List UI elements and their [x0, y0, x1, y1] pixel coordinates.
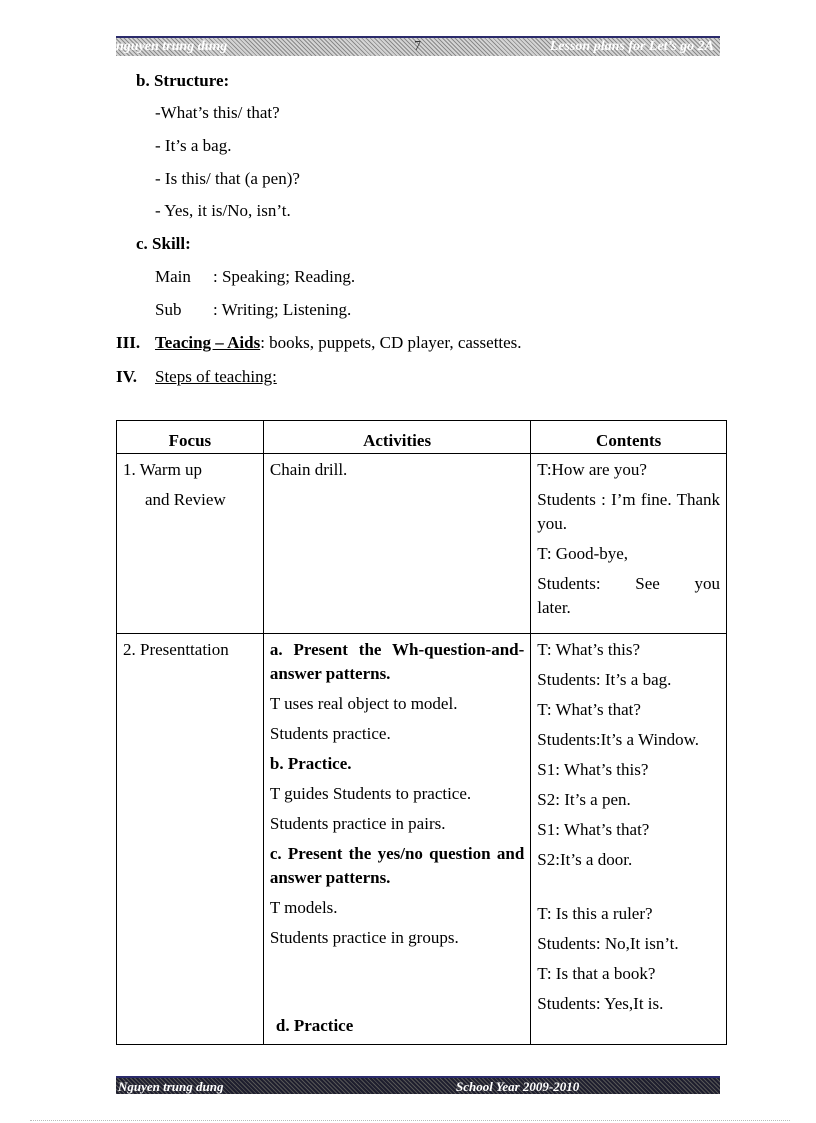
presentation-focus-cell	[117, 634, 264, 1045]
aids-numeral: III.	[116, 333, 141, 352]
content-line: Students:It’s a Window.	[537, 730, 700, 749]
content-line: Students: See you later.	[537, 574, 720, 617]
structure-line: - Is this/ that (a pen)?	[155, 169, 300, 188]
header-focus: Focus	[117, 421, 264, 454]
steps-numeral: IV.	[116, 367, 137, 386]
table-row-warmup	[117, 454, 727, 634]
content-line: T: Is this a ruler?	[537, 904, 653, 923]
structure-heading: b. Structure:	[136, 71, 230, 90]
content-line: Students: No,It isn’t.	[537, 934, 679, 953]
page-edge-divider	[30, 1120, 790, 1122]
header-band	[116, 36, 720, 56]
activity-line: Students practice in pairs.	[269, 814, 446, 833]
header-contents: Contents	[531, 421, 727, 454]
focus-line: and Review	[145, 490, 226, 509]
skill-sub-label: Sub	[155, 300, 182, 319]
warmup-contents-cell	[531, 454, 727, 634]
content-line: T: Good-bye,	[537, 544, 629, 563]
header-author: nguyen trung dung	[116, 39, 228, 54]
aids-line	[155, 333, 522, 353]
content-line: T: What’s this?	[537, 640, 640, 659]
content-line: S1: What’s this?	[537, 760, 649, 779]
skill-main-value: : Speaking; Reading.	[213, 267, 356, 286]
activity-title: c. Present the yes/no question and answer patterns.	[269, 844, 525, 887]
structure-line: -What’s this/ that?	[155, 103, 280, 122]
content-line: S2: It’s a pen.	[537, 790, 631, 809]
header-activities: Activities	[263, 421, 530, 454]
skill-main-label: Main	[155, 267, 191, 286]
structure-line: - It’s a bag.	[155, 136, 232, 155]
activity-title: b. Practice.	[269, 754, 352, 773]
content-line: T:How are you?	[537, 460, 647, 479]
page-number: 7	[414, 39, 421, 54]
footer-school-year: School Year 2009-2010	[456, 1079, 580, 1094]
aids-label: Teacing – Aids	[155, 333, 261, 352]
table-row-presentation	[117, 634, 727, 1045]
focus-line: 1. Warm up	[123, 460, 203, 479]
presentation-activities-cell	[263, 634, 530, 1045]
activity-line: Chain drill.	[269, 460, 348, 479]
content-line: T: Is that a book?	[537, 964, 656, 983]
content-line: Students : I’m fine. Thank you.	[537, 490, 720, 533]
lesson-table	[116, 420, 727, 1045]
activity-line: T guides Students to practice.	[269, 784, 472, 803]
content-line: S2:It’s a door.	[537, 850, 633, 869]
focus-line: 2. Presenttation	[123, 640, 229, 659]
presentation-contents-cell	[531, 634, 727, 1045]
table-header-row	[117, 421, 727, 454]
header-title: Lesson plans for Let’s go 2A	[549, 39, 714, 54]
content-line: S1: What’s that?	[537, 820, 650, 839]
footer-band	[116, 1076, 720, 1094]
content-line: T: What’s that?	[537, 700, 641, 719]
footer-author: Nguyen trung dung	[118, 1079, 224, 1094]
skill-heading: c. Skill:	[136, 234, 191, 253]
aids-text: : books, puppets, CD player, cassettes.	[260, 333, 522, 352]
structure-line: - Yes, it is/No, isn’t.	[155, 201, 291, 220]
steps-label: Steps of teaching:	[155, 367, 277, 386]
content-line: Students: Yes,It is.	[537, 994, 664, 1013]
warmup-focus-cell	[117, 454, 264, 634]
activity-line: Students practice.	[269, 724, 391, 743]
activity-line: T uses real object to model.	[269, 694, 458, 713]
activity-title: a. Present the Wh-question-and-answer patterns.	[269, 640, 525, 683]
warmup-activity-cell	[263, 454, 530, 634]
activity-line: T models.	[269, 898, 338, 917]
activity-title: d. Practice	[275, 1016, 354, 1035]
skill-sub-value: : Writing; Listening.	[213, 300, 352, 319]
activity-line: Students practice in groups.	[269, 928, 459, 947]
content-line: Students: It’s a bag.	[537, 670, 672, 689]
